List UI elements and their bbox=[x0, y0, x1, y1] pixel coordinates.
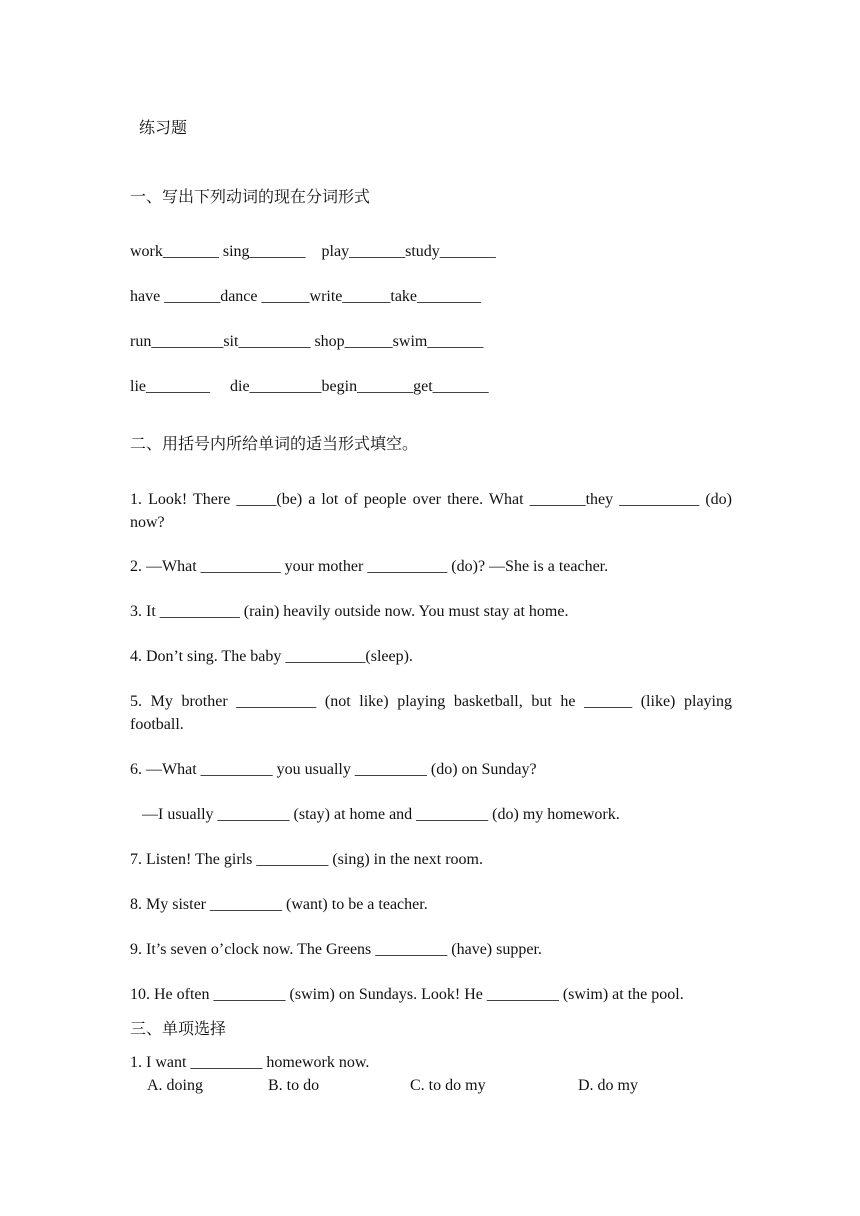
verb-row: run_________sit_________ shop______swim_______ bbox=[130, 333, 484, 350]
mc-option-a: A. doing bbox=[147, 1077, 203, 1094]
section2-heading: 二、用括号内所给单词的适当形式填空。 bbox=[130, 434, 419, 453]
fill-in-item: 3. It __________ (rain) heavily outside now. You must stay at home. bbox=[130, 603, 569, 620]
fill-in-item: 8. My sister _________ (want) to be a teacher. bbox=[130, 896, 428, 913]
fill-in-item: 9. It’s seven o’clock now. The Greens _________ (have) supper. bbox=[130, 941, 542, 958]
fill-in-item: 4. Don’t sing. The baby __________(sleep). bbox=[130, 648, 413, 665]
fill-in-item: 5. My brother __________ (not like) playing basketball, but he ______ (like) playing football. bbox=[130, 693, 732, 733]
mc-option-d: D. do my bbox=[578, 1077, 638, 1094]
fill-in-item: 1. Look! There _____(be) a lot of people over there. What _______they __________ (do) now? bbox=[130, 491, 732, 531]
verb-row: have _______dance ______write______take________ bbox=[130, 288, 482, 305]
fill-in-item: 2. —What __________ your mother __________ (do)? —She is a teacher. bbox=[130, 558, 609, 575]
fill-in-item: 10. He often _________ (swim) on Sundays. Look! He _________ (swim) at the pool. bbox=[130, 986, 684, 1003]
mc-option-c: C. to do my bbox=[410, 1077, 486, 1094]
page-title: 练习题 bbox=[139, 118, 188, 137]
fill-in-item: 6. —What _________ you usually _________ (do) on Sunday? bbox=[130, 761, 537, 778]
mc-question: 1. I want _________ homework now. bbox=[130, 1054, 370, 1071]
fill-in-item: 7. Listen! The girls _________ (sing) in the next room. bbox=[130, 851, 483, 868]
section1-heading: 一、写出下列动词的现在分词形式 bbox=[130, 187, 371, 206]
mc-option-b: B. to do bbox=[268, 1077, 320, 1094]
section3-heading: 三、单项选择 bbox=[130, 1019, 227, 1038]
verb-row: lie________ die_________begin_______get_______ bbox=[130, 378, 489, 395]
verb-row: work_______ sing_______ play_______study_______ bbox=[130, 243, 496, 260]
fill-in-item: —I usually _________ (stay) at home and _________ (do) my homework. bbox=[130, 806, 620, 823]
